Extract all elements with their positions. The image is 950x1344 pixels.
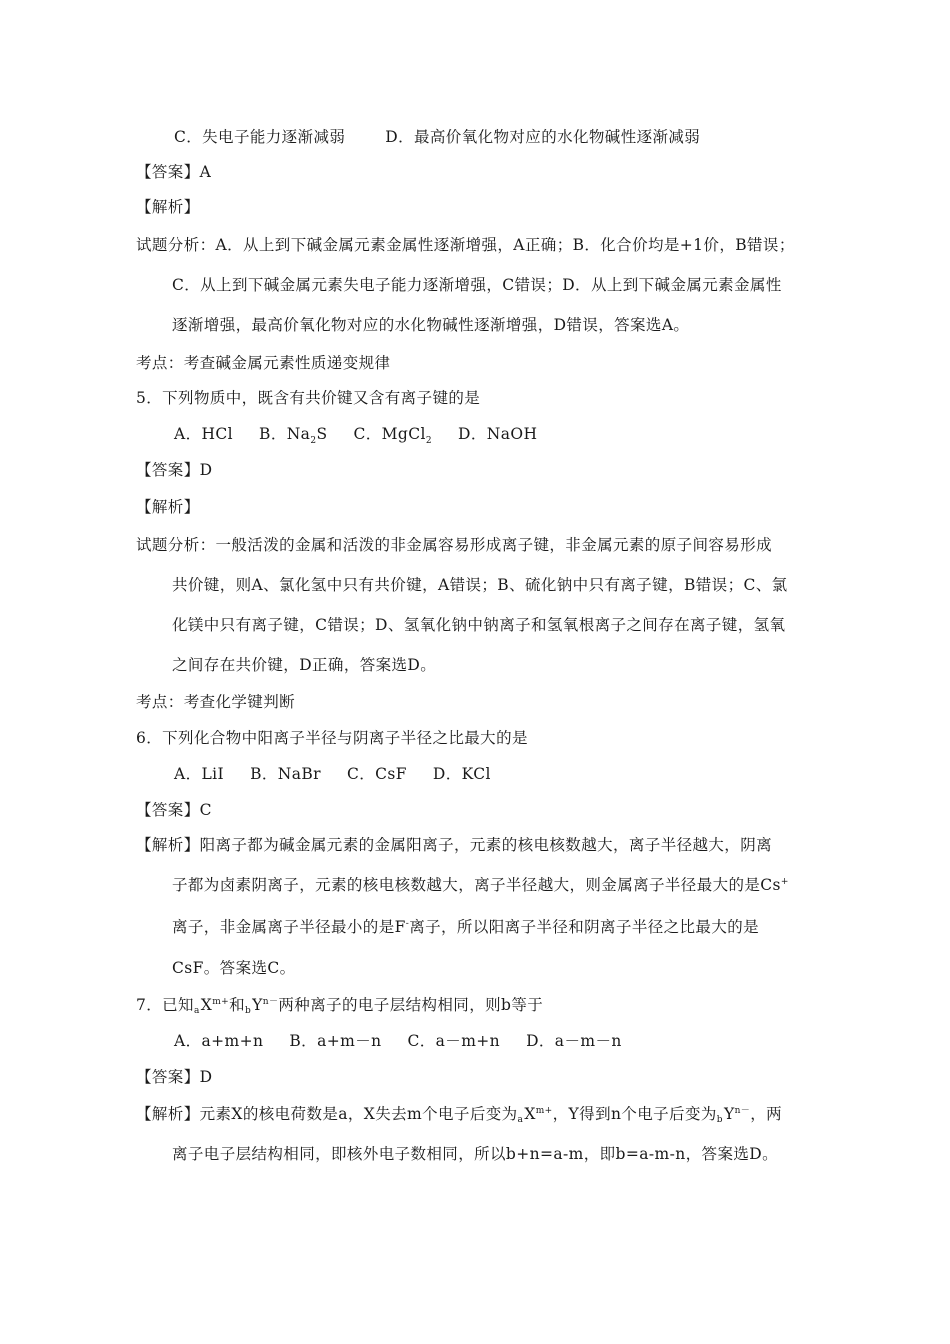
q4-options-cd: [174, 127, 700, 147]
q6-option-a: A．LiI: [174, 765, 225, 783]
q5-analysis-line-2: 共价键，则A、氯化氢中只有共价键，A错误；B、硫化钠中只有离子键，B错误；C、氯: [172, 576, 788, 594]
q4-option-d: D．最高价氧化物对应的水化物碱性逐渐减弱: [385, 128, 701, 146]
q6-option-d: D．KCl: [432, 765, 491, 783]
q7-option-d: D．a－m－n: [526, 1032, 622, 1050]
q4-analysis-label: 【解析】: [136, 198, 200, 216]
q6-answer: 【答案】C: [136, 801, 212, 819]
q6-analysis-line-1: 【解析】阳离子都为碱金属元素的金属阳离子，元素的核电核数越大，离子半径越大，阴离: [136, 836, 773, 854]
q7-option-a: A．a+m+n: [174, 1032, 264, 1050]
q6-option-c: C．CsF: [346, 765, 407, 783]
q7-options: [174, 1031, 622, 1051]
q6-option-b: B．NaBr: [250, 765, 321, 783]
q6-stem: 6．下列化合物中阳离子半径与阴离子半径之比最大的是: [136, 729, 528, 747]
q7-analysis-line-1: 【解析】元素X的核电荷数是a，X失去m个电子后变为$aX^{m+}$，Y得到n个电子后变为$bY^{n-}$，两: [136, 1105, 782, 1125]
q5-analysis-line-3: 化镁中只有离子键，C错误；D、氢氧化钠中钠离子和氢氧根离子之间存在离子键，氢氧: [172, 616, 786, 634]
q7-option-b: B．a+m－n: [289, 1032, 382, 1050]
q6-analysis-line-3: 离子，非金属离子半径最小的是F-离子，所以阳离子半径和阴离子半径之比最大的是: [172, 918, 760, 936]
q5-analysis-label: 【解析】: [136, 498, 200, 516]
q4-answer: 【答案】A: [136, 163, 212, 181]
q5-kaodian: 考点：考查化学键判断: [136, 693, 296, 711]
q5-option-b: B．$Na_2S$: [259, 425, 328, 447]
q4-analysis-line-1: 试题分析：A．从上到下碱金属元素金属性逐渐增强，A正确；B．化合价均是+1价，B错误；: [136, 236, 795, 254]
q4-option-c: C．失电子能力逐渐减弱: [174, 128, 346, 146]
q4-analysis-line-2: C．从上到下碱金属元素失电子能力逐渐增强，C错误；D．从上到下碱金属元素金属性: [172, 276, 782, 294]
q4-analysis-line-3: 逐渐增强，最高价氧化物对应的水化物碱性逐渐增强，D错误，答案选A。: [172, 316, 690, 334]
q6-options: [174, 764, 491, 784]
q7-stem: 7．已知$aX^{m+}$和$bY^{n-}$两种离子的电子层结构相同，则b等于: [136, 996, 544, 1016]
q7-analysis-line-2: 离子电子层结构相同，即核外电子数相同，所以b+n=a-m，即b=a-m-n，答案选D。: [172, 1145, 778, 1163]
q5-answer: 【答案】D: [136, 461, 213, 479]
q5-analysis-line-1: 试题分析：一般活泼的金属和活泼的非金属容易形成离子键，非金属元素的原子间容易形成: [136, 536, 773, 554]
q5-option-c: C．MgCl$_2$: [353, 425, 433, 447]
q6-analysis-line-2: 子都为卤素阴离子，元素的核电核数越大，离子半径越大，则金属离子半径最大的是Cs+: [172, 876, 789, 894]
q5-options: [174, 424, 538, 447]
q7-answer: 【答案】D: [136, 1068, 213, 1086]
q5-option-a: A．HCl: [174, 425, 234, 443]
q7-option-c: C．a－m+n: [407, 1032, 501, 1050]
q5-option-d: D．NaOH: [458, 425, 538, 443]
q4-kaodian: 考点：考查碱金属元素性质递变规律: [136, 354, 391, 372]
q5-stem: 5．下列物质中，既含有共价键又含有离子键的是: [136, 389, 481, 407]
q6-analysis-line-4: CsF。答案选C。: [172, 959, 296, 977]
q5-analysis-line-4: 之间存在共价键，D正确，答案选D。: [172, 656, 437, 674]
